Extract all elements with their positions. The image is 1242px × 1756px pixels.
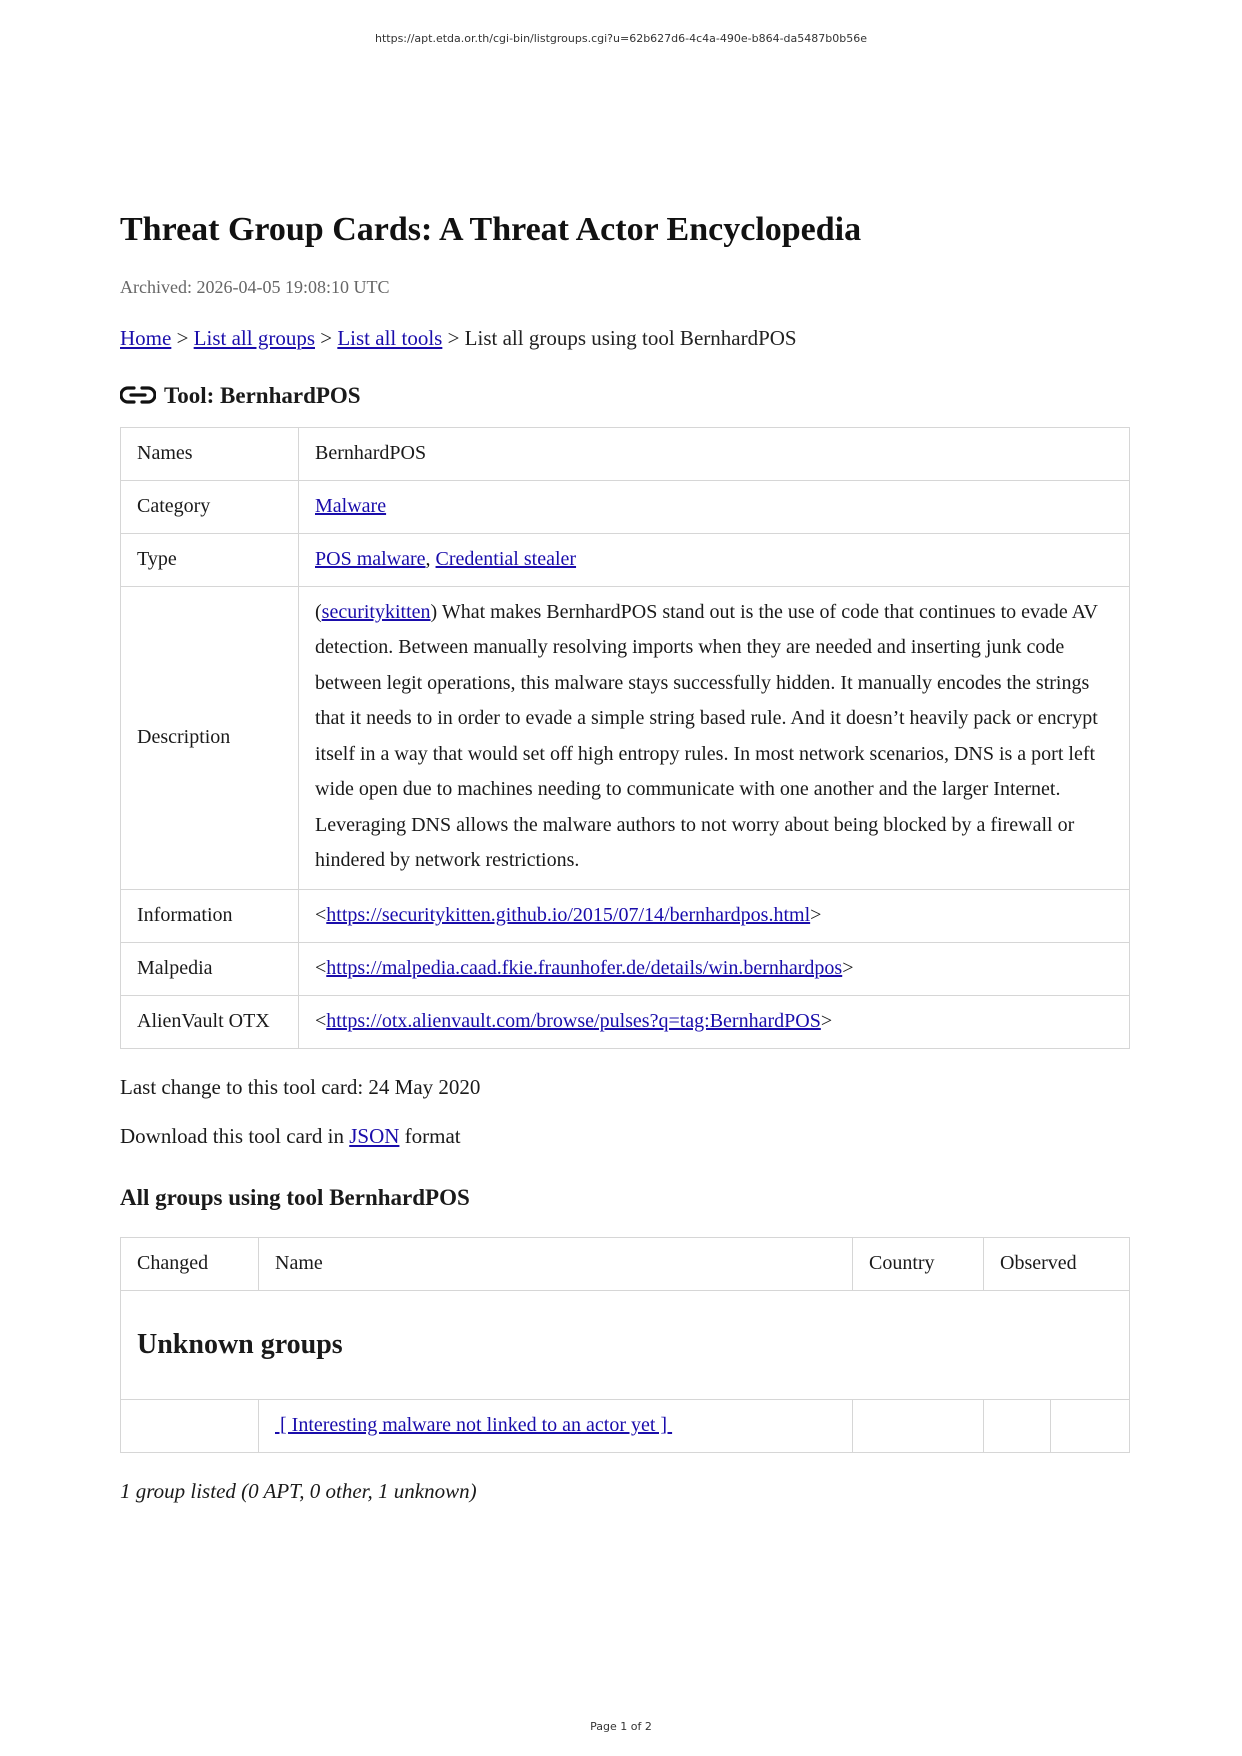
page-title: Threat Group Cards: A Threat Actor Encyclopedia — [120, 211, 862, 248]
groups-table — [120, 1237, 1130, 1453]
groups-summary: 1 group listed (0 APT, 0 other, 1 unknown) — [120, 1478, 477, 1503]
download-json-link[interactable]: JSON — [349, 1123, 400, 1148]
type-credential-stealer-link[interactable]: Credential stealer — [435, 548, 577, 571]
archived-timestamp: Archived: 2026-04-05 19:08:10 UTC — [120, 276, 390, 297]
breadcrumb-current: > List all groups using tool BernhardPOS — [442, 325, 797, 350]
download-prefix: Download this tool card in — [120, 1123, 350, 1148]
angle-close: > — [820, 1010, 833, 1033]
breadcrumb-groups-link[interactable]: List all groups — [193, 325, 315, 350]
description-open-paren: ( — [315, 600, 322, 623]
section-row — [121, 1290, 1130, 1399]
information-link[interactable]: https://securitykitten.github.io/2015/07/14/bernhardpos.html — [326, 904, 811, 927]
column-header-changed: Changed — [121, 1237, 259, 1290]
malpedia-value — [299, 942, 1130, 995]
column-header-name: Name — [259, 1237, 853, 1290]
type-separator: , — [425, 548, 436, 571]
country-cell — [853, 1399, 984, 1452]
breadcrumb-home-link[interactable]: Home — [120, 325, 172, 350]
information-row — [121, 889, 1130, 942]
angle-open: < — [315, 904, 327, 927]
type-label: Type — [121, 533, 299, 586]
download-suffix: format — [399, 1123, 461, 1148]
alienvault-row — [121, 995, 1130, 1048]
breadcrumb — [120, 326, 1130, 351]
category-row — [121, 480, 1130, 533]
alienvault-link[interactable]: https://otx.alienvault.com/browse/pulses?q=tag:BernhardPOS — [326, 1010, 821, 1033]
type-value — [299, 533, 1130, 586]
category-label: Category — [121, 480, 299, 533]
changed-cell — [121, 1399, 259, 1452]
tool-card-table — [120, 427, 1130, 1049]
names-row — [121, 427, 1130, 480]
table-row — [121, 1399, 1130, 1452]
tool-heading — [120, 383, 1130, 409]
breadcrumb-separator: > — [315, 325, 338, 350]
column-header-observed: Observed — [984, 1237, 1130, 1290]
tool-heading-text: Tool: BernhardPOS — [164, 382, 361, 408]
description-row — [121, 586, 1130, 889]
extra-cell — [1051, 1399, 1130, 1452]
breadcrumb-tools-link[interactable]: List all tools — [337, 325, 443, 350]
angle-open: < — [315, 1010, 327, 1033]
breadcrumb-separator: > — [171, 325, 194, 350]
description-label: Description — [121, 586, 299, 889]
information-label: Information — [121, 889, 299, 942]
alienvault-value — [299, 995, 1130, 1048]
category-value — [299, 480, 1130, 533]
download-line — [120, 1124, 1130, 1149]
angle-close: > — [810, 904, 822, 927]
names-label: Names — [121, 427, 299, 480]
description-value — [299, 586, 1130, 889]
section-unknown-groups: Unknown groups — [121, 1290, 1130, 1399]
groups-header-row — [121, 1237, 1130, 1290]
group-link[interactable]: [ Interesting malware not linked to an actor yet ] — [275, 1414, 673, 1437]
print-header-url: https://apt.etda.or.th/cgi-bin/listgroups.cgi?u=62b627d6-4c4a-490e-b864-da5487b0b56e — [374, 32, 867, 45]
malpedia-label: Malpedia — [121, 942, 299, 995]
main-content — [120, 210, 1130, 1504]
description-text: ) What makes BernhardPOS stand out is the use of code that continues to evade AV detection. Between manually resolving imports when they are needed and inserting junk code between legit operations, this malware stays successfully hidden. It manually encodes the strings that it needs to in order to evade a simple string based rule. And it doesn’t heavily pack or encrypt itself in a way that would set off high entropy rules. In most network scenarios, DNS is a port left wide open due to machines needing to communicate with one another and the larger Internet. Leveraging DNS allows the malware authors to not worry about being blocked by a firewall or hindered by network restrictions. — [315, 600, 1098, 872]
malpedia-link[interactable]: https://malpedia.caad.fkie.fraunhofer.de/details/win.bernhardpos — [326, 957, 843, 980]
link-icon — [120, 383, 156, 409]
observed-cell — [984, 1399, 1051, 1452]
angle-close: > — [842, 957, 854, 980]
column-header-country: Country — [853, 1237, 984, 1290]
groups-heading: All groups using tool BernhardPOS — [120, 1184, 470, 1210]
alienvault-label: AlienVault OTX — [121, 995, 299, 1048]
name-cell — [259, 1399, 853, 1452]
information-value — [299, 889, 1130, 942]
malpedia-row — [121, 942, 1130, 995]
last-change: Last change to this tool card: 24 May 2020 — [120, 1074, 481, 1099]
page-number: Page 1 of 2 — [590, 1720, 652, 1733]
type-row — [121, 533, 1130, 586]
description-source-link[interactable]: securitykitten — [321, 600, 431, 623]
type-pos-malware-link[interactable]: POS malware — [315, 548, 426, 571]
names-value: BernhardPOS — [299, 427, 1130, 480]
category-link[interactable]: Malware — [315, 495, 387, 518]
angle-open: < — [315, 957, 327, 980]
